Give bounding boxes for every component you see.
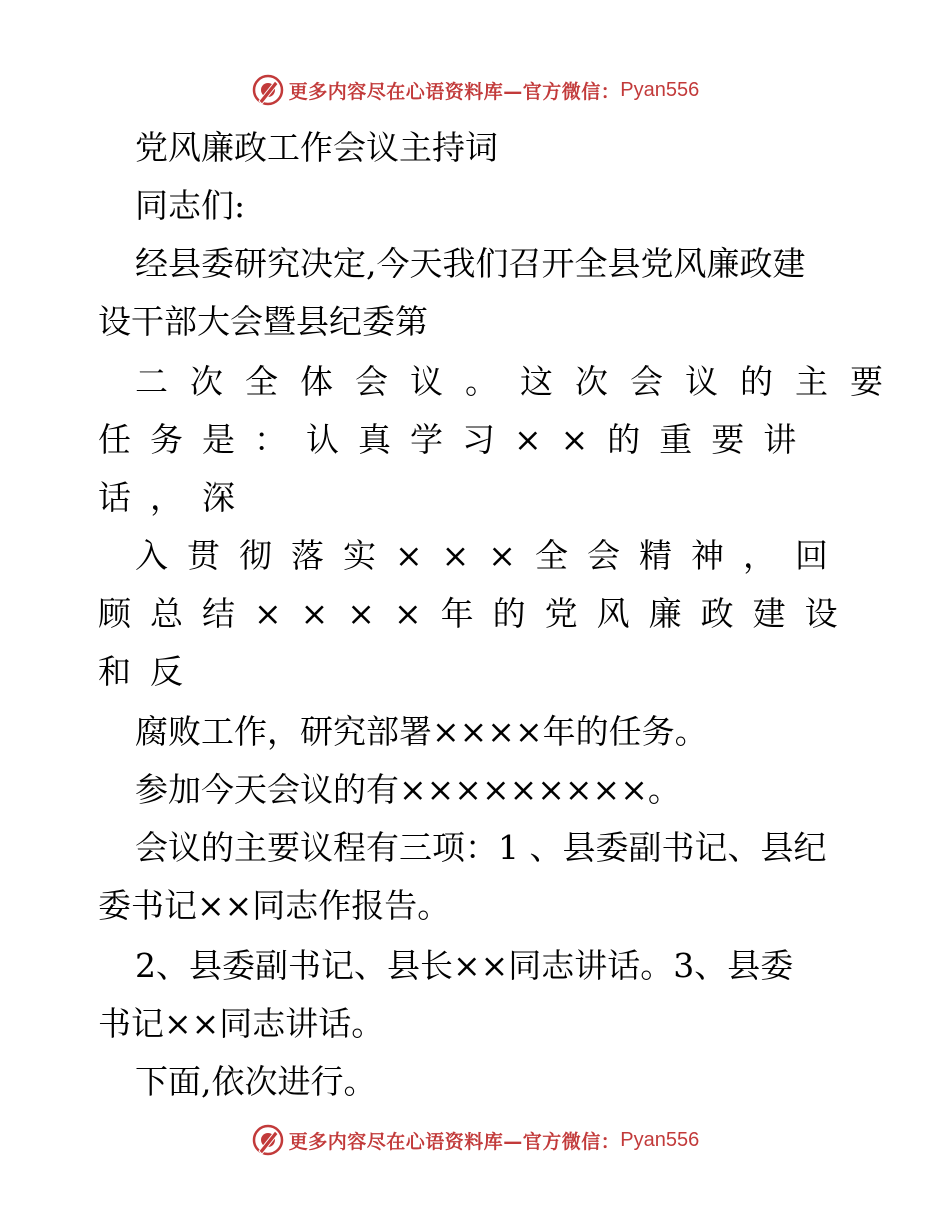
paragraph-line: 和反 [98, 652, 202, 691]
watermark-text: 更多内容尽在心语资料库—官方微信： [288, 80, 621, 103]
pen-logo-icon [251, 73, 285, 107]
watermark-id: Pyan556 [620, 78, 700, 101]
paragraph-line: 参加今天会议的有×××××××××。 [135, 770, 681, 809]
watermark-id: Pyan556 [620, 1128, 700, 1151]
document-title: 党风廉政工作会议主持词 [135, 128, 498, 167]
paragraph-line: 任务是：认真学习××的重要讲 [98, 420, 816, 459]
paragraph-line: 入贯彻落实×××全会精神，回 [135, 536, 847, 575]
pen-logo-icon [251, 1123, 285, 1157]
paragraph-line: 2、县委副书记、县长××同志讲话。3、县委 [135, 946, 794, 985]
watermark-footer [0, 1120, 950, 1160]
watermark-text: 更多内容尽在心语资料库—官方微信： [288, 1130, 621, 1153]
paragraph-line: 经县委研究决定,今天我们召开全县党风廉政建 [135, 244, 806, 283]
paragraph-line: 委书记××同志作报告。 [98, 886, 451, 925]
paragraph-line: 书记××同志讲话。 [98, 1004, 385, 1043]
closing-line: 下面,依次进行。 [135, 1062, 377, 1101]
paragraph-line: 二次全体会议。这次会议的主要 [135, 362, 905, 401]
salutation: 同志们: [135, 186, 246, 225]
paragraph-line: 顾总结××××年的党风廉政建设 [98, 594, 857, 633]
paragraph-line: 会议的主要议程有三项：1 、县委副书记、县纪 [135, 828, 827, 867]
paragraph-line: 腐败工作，研究部署××××年的任务。 [135, 712, 708, 751]
paragraph-line: 设干部大会暨县纪委第 [98, 302, 428, 341]
watermark-header [0, 70, 950, 110]
paragraph-line: 话，深 [98, 478, 254, 517]
